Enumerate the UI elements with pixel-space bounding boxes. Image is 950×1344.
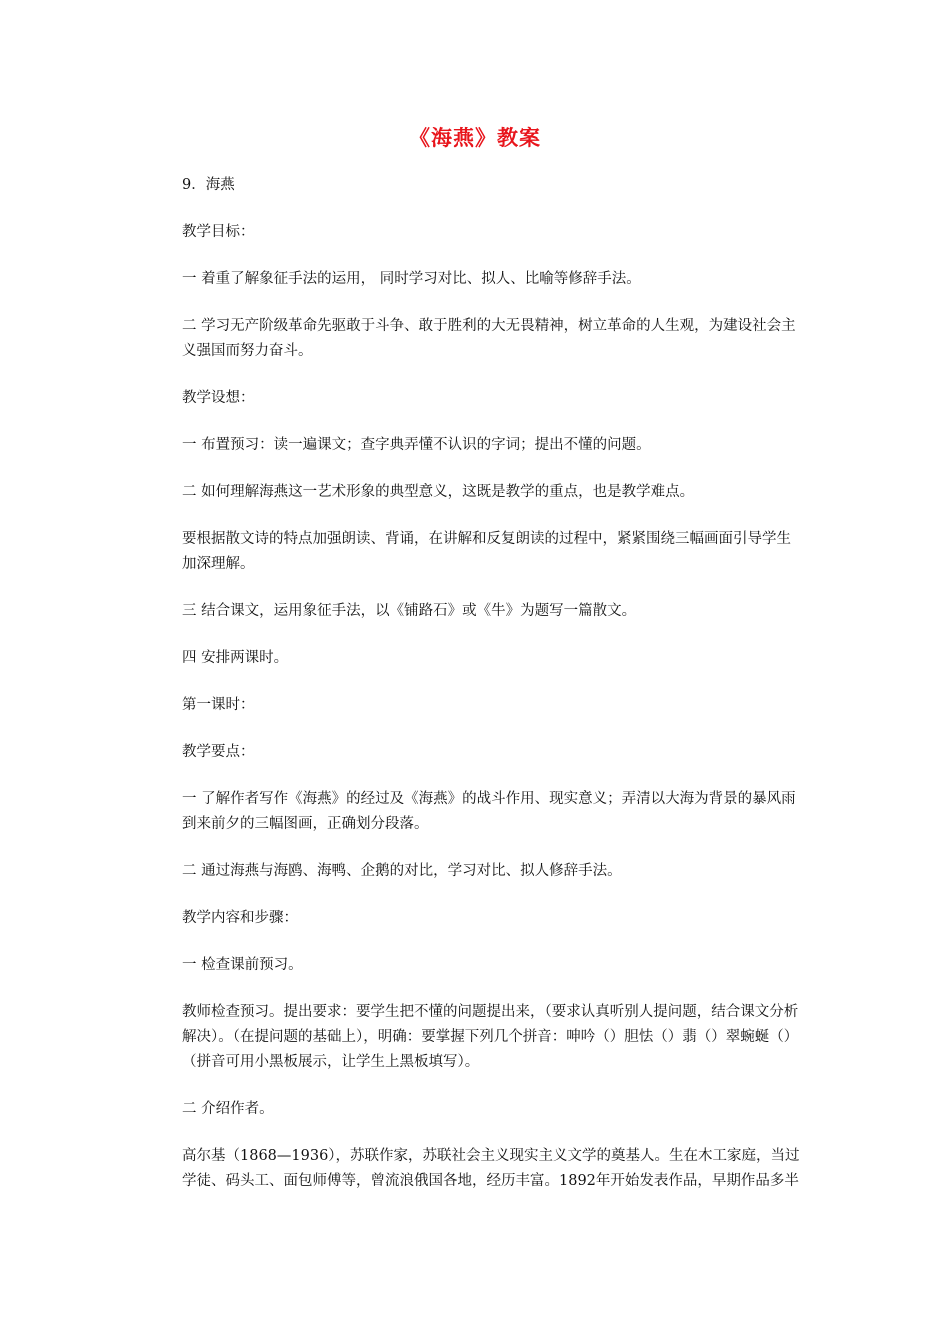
document-body <box>182 173 804 1216</box>
document-title: 《海燕》教案 <box>409 126 541 150</box>
paragraph: 一 了解作者写作《海燕》的经过及《海燕》的战斗作用、现实意义；弄清以大海为背景的暴风雨到来前夕的三幅图画，正确划分段落。 <box>182 791 796 832</box>
paragraph: 四 安排两课时。 <box>182 650 289 666</box>
paragraph: 一 着重了解象征手法的运用， 同时学习对比、拟人、比喻等修辞手法。 <box>182 271 641 287</box>
paragraph: 二 通过海燕与海鸥、海鸭、企鹅的对比，学习对比、拟人修辞手法。 <box>182 863 622 879</box>
paragraph: 一 检查课前预习。 <box>182 957 303 973</box>
paragraph: 二 如何理解海燕这一艺术形象的典型意义，这既是教学的重点，也是教学难点。 <box>182 484 695 500</box>
paragraph-heading-key-points: 教学要点： <box>182 744 255 760</box>
paragraph-heading-plan: 教学设想： <box>182 390 255 406</box>
paragraph-heading-steps: 教学内容和步骤： <box>182 910 298 926</box>
paragraph: 二 学习无产阶级革命先驱敢于斗争、敢于胜利的大无畏精神，树立革命的人生观，为建设社会主义强国而努力奋斗。 <box>182 318 796 359</box>
paragraph: 三 结合课文，运用象征手法，以《铺路石》或《牛》为题写一篇散文。 <box>182 603 637 619</box>
paragraph: 教师检查预习。提出要求：要学生把不懂的问题提出来，（要求认真听别人提问题，结合课文分析解决）。（在提问题的基础上），明确：要掌握下列几个拼音：呻吟（）胆怯（）翡（）翠蜿蜒（）（拼音可用小黑板展示，让学生上黑板填写）。 <box>182 1004 799 1070</box>
paragraph-heading-first-lesson: 第一课时： <box>182 697 255 713</box>
paragraph: 高尔基（1868—1936），苏联作家，苏联社会主义现实主义文学的奠基人。生在木工家庭，当过学徒、码头工、面包师傅等，曾流浪俄国各地，经历丰富。1892年开始发表作品，早期作品多半 <box>182 1148 800 1189</box>
paragraph-heading-objectives: 教学目标： <box>182 224 255 240</box>
paragraph: 二 介绍作者。 <box>182 1101 274 1117</box>
paragraph: 一 布置预习：读一遍课文；查字典弄懂不认识的字词；提出不懂的问题。 <box>182 437 651 453</box>
paragraph: 要根据散文诗的特点加强朗读、背诵，在讲解和反复朗读的过程中，紧紧围绕三幅画面引导学生加深理解。 <box>182 531 791 572</box>
paragraph-lesson-number: 9．海燕 <box>182 177 235 193</box>
